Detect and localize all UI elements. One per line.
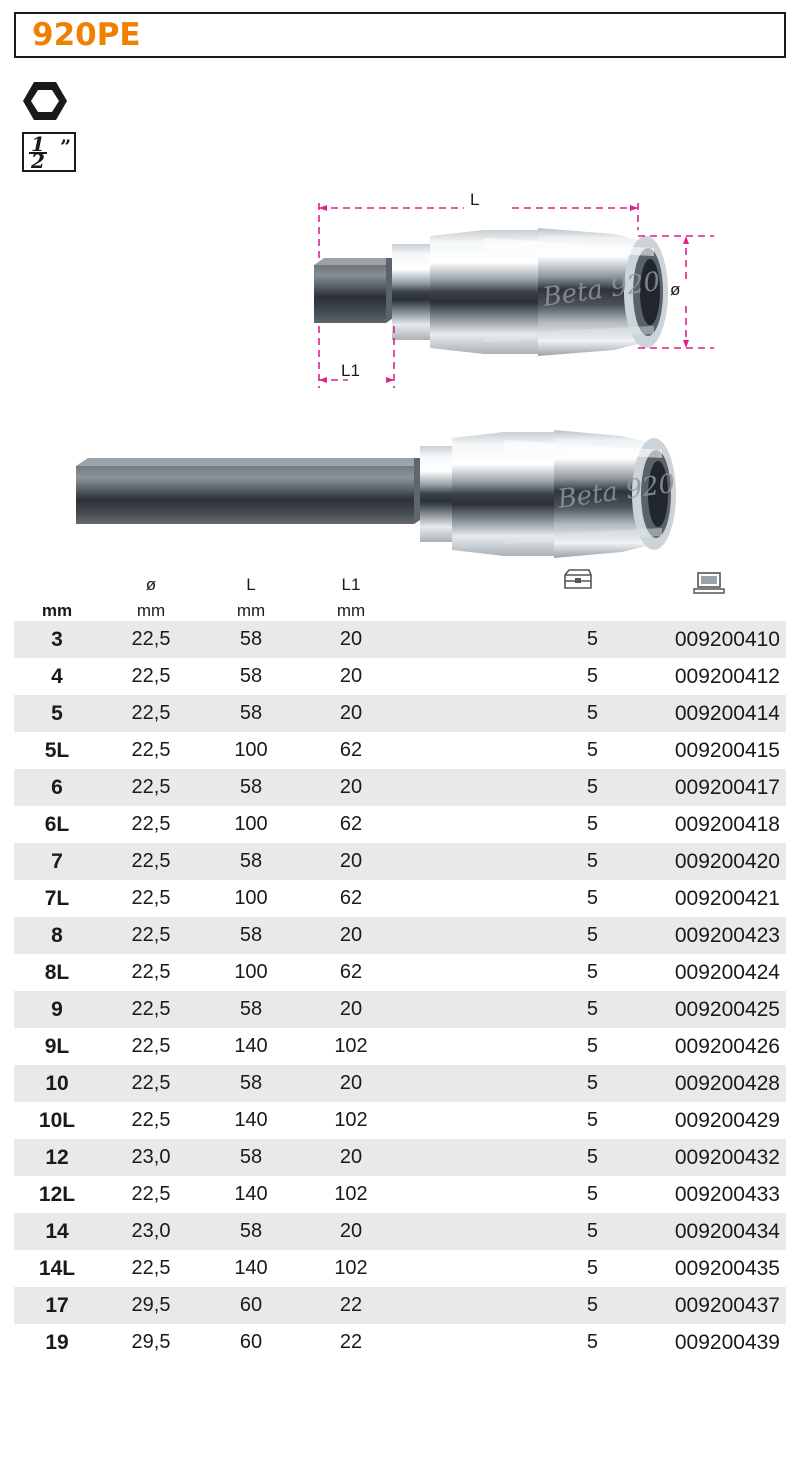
table-row [14,658,786,695]
table-row [14,732,786,769]
table-body [14,621,786,1361]
cell-diameter: 23,0 [131,1220,171,1242]
cell-quantity: 5 [586,1109,598,1131]
drive-inch-mark: ” [60,136,71,158]
computer-icon-svg [692,571,726,595]
header-length1-unit: mm [336,601,366,620]
cell-code: 009200435 [674,1256,780,1280]
table-head [14,568,786,621]
cell-size: 10L [38,1108,76,1132]
cell-size: 7 [51,849,63,873]
cell-code: 009200418 [674,812,780,836]
table-header-row-units [14,595,786,621]
cell-diameter: 29,5 [131,1294,171,1316]
cell-code: 009200410 [674,627,780,651]
cell-length1: 20 [339,665,363,687]
cell-size: 8 [51,923,63,947]
cell-length: 58 [239,924,263,946]
header-diameter-top: ø [145,575,157,594]
header-size-top [14,568,100,595]
cell-size: 8L [44,960,70,984]
cell-code: 009200420 [674,849,780,873]
cell-size: 14 [45,1219,69,1243]
cell-diameter: 22,5 [131,1109,171,1131]
cell-code: 009200433 [674,1182,780,1206]
table-row [14,1287,786,1324]
specifications-table [14,568,786,1361]
cell-size: 6L [44,812,70,836]
table-header-row-top [14,568,786,595]
drive-fraction-denominator: 2 [31,149,45,173]
cell-size: 12 [45,1145,69,1169]
cell-quantity: 5 [586,1183,598,1205]
cell-diameter: 22,5 [131,1035,171,1057]
cell-quantity: 5 [586,1072,598,1094]
cell-spacer [402,1139,552,1176]
cell-length1: 62 [339,961,363,983]
cell-length: 58 [239,665,263,687]
cell-diameter: 22,5 [131,850,171,872]
cell-length1: 62 [339,887,363,909]
cell-length: 140 [234,1183,268,1205]
cell-length: 58 [239,1146,263,1168]
cell-length: 60 [239,1331,263,1353]
table-row [14,769,786,806]
cell-spacer [402,1176,552,1213]
header-length-top: L [246,575,256,594]
cell-length: 58 [239,628,263,650]
cell-quantity: 5 [586,739,598,761]
cell-length1: 62 [339,813,363,835]
cell-quantity: 5 [586,998,598,1020]
cell-spacer [402,880,552,917]
cell-spacer [402,1102,552,1139]
cell-code: 009200426 [674,1034,780,1058]
cell-spacer [402,1250,552,1287]
cell-diameter: 22,5 [131,1183,171,1205]
cell-diameter: 22,5 [131,998,171,1020]
cell-size: 4 [51,664,63,688]
cell-spacer [402,954,552,991]
table-row [14,1324,786,1361]
cell-length1: 102 [334,1035,368,1057]
cell-size: 6 [51,775,63,799]
cell-code: 009200439 [674,1330,780,1354]
cell-length1: 20 [339,850,363,872]
cell-code: 009200425 [674,997,780,1021]
computer-icon [604,568,786,595]
cell-code: 009200414 [674,701,780,725]
cell-quantity: 5 [586,1220,598,1242]
table-row [14,991,786,1028]
cell-spacer [402,1065,552,1102]
cell-diameter: 22,5 [131,887,171,909]
cell-length: 58 [239,776,263,798]
cell-length: 140 [234,1109,268,1131]
table-row [14,806,786,843]
cell-quantity: 5 [586,776,598,798]
cell-diameter: 22,5 [131,702,171,724]
cell-size: 14L [38,1256,76,1280]
cell-quantity: 5 [586,1294,598,1316]
svg-text:Beta 920: Beta 920 [555,468,678,515]
cell-code: 009200434 [674,1219,780,1243]
cell-size: 12L [38,1182,76,1206]
cell-spacer [402,1213,552,1250]
cell-diameter: 22,5 [131,1257,171,1279]
cell-length: 100 [234,961,268,983]
cell-length: 58 [239,702,263,724]
cell-length1: 20 [339,776,363,798]
dimension-label-L: L [470,190,480,209]
product-code-title: 920PE [32,17,141,53]
cell-spacer [402,621,552,658]
cell-length: 100 [234,739,268,761]
cell-quantity: 5 [586,813,598,835]
cell-code: 009200429 [674,1108,780,1132]
cell-code: 009200428 [674,1071,780,1095]
cell-spacer [402,1287,552,1324]
cell-spacer [402,695,552,732]
cell-length1: 22 [339,1294,363,1316]
table-row [14,695,786,732]
cell-size: 7L [44,886,70,910]
cell-quantity: 5 [586,628,598,650]
cell-length: 60 [239,1294,263,1316]
table-row [14,621,786,658]
table-row [14,1139,786,1176]
cell-length1: 20 [339,998,363,1020]
cell-code: 009200424 [674,960,780,984]
cell-size: 19 [45,1330,69,1354]
header-length-unit: mm [236,601,266,620]
cell-code: 009200421 [674,886,780,910]
cell-quantity: 5 [586,924,598,946]
cell-size: 3 [51,627,63,651]
cell-quantity: 5 [586,1331,598,1353]
cell-spacer [402,991,552,1028]
header-size-unit: mm [41,601,73,620]
cell-length: 58 [239,1072,263,1094]
cell-size: 9L [44,1034,70,1058]
cell-diameter: 22,5 [131,628,171,650]
cell-length1: 102 [334,1257,368,1279]
table-row [14,1213,786,1250]
toolbox-icon-svg [563,568,593,590]
cell-code: 009200437 [674,1293,780,1317]
cell-diameter: 22,5 [131,1072,171,1094]
cell-diameter: 22,5 [131,739,171,761]
cell-diameter: 23,0 [131,1146,171,1168]
table-row [14,1102,786,1139]
dimension-label-diameter: ø [670,280,681,299]
cell-length1: 20 [339,1220,363,1242]
cell-length1: 20 [339,1146,363,1168]
table-row [14,917,786,954]
cell-diameter: 22,5 [131,924,171,946]
header-length1-top: L1 [341,575,361,594]
cell-length1: 20 [339,1072,363,1094]
table-row [14,1028,786,1065]
cell-quantity: 5 [586,1257,598,1279]
header-code-unit [604,595,786,621]
table-row [14,1065,786,1102]
cell-code: 009200432 [674,1145,780,1169]
cell-spacer [402,806,552,843]
header-spacer [402,568,552,595]
cell-spacer [402,658,552,695]
cell-code: 009200423 [674,923,780,947]
cell-spacer [402,732,552,769]
cell-length1: 20 [339,702,363,724]
cell-diameter: 22,5 [131,776,171,798]
cell-length1: 20 [339,628,363,650]
cell-spacer [402,917,552,954]
product-illustration [14,58,786,568]
page-header [14,12,786,58]
cell-quantity: 5 [586,1035,598,1057]
header-spacer-2 [402,595,552,621]
cell-length: 58 [239,1220,263,1242]
cell-spacer [402,769,552,806]
header-diameter-unit: mm [136,601,166,620]
table-row [14,1176,786,1213]
cell-diameter: 22,5 [131,961,171,983]
cell-diameter: 29,5 [131,1331,171,1353]
cell-spacer [402,1028,552,1065]
cell-quantity: 5 [586,665,598,687]
cell-length1: 22 [339,1331,363,1353]
cell-code: 009200417 [674,775,780,799]
table-row [14,1250,786,1287]
cell-length: 58 [239,850,263,872]
cell-quantity: 5 [586,887,598,909]
cell-size: 5 [51,701,63,725]
drive-fraction-numerator: 1 [31,132,45,156]
cell-length: 58 [239,998,263,1020]
cell-code: 009200415 [674,738,780,762]
cell-diameter: 22,5 [131,813,171,835]
toolbox-icon [552,568,604,595]
cell-size: 5L [44,738,70,762]
cell-length1: 102 [334,1183,368,1205]
table-row [14,880,786,917]
cell-size: 10 [45,1071,69,1095]
cell-length1: 62 [339,739,363,761]
cell-quantity: 5 [586,702,598,724]
cell-quantity: 5 [586,961,598,983]
cell-spacer [402,843,552,880]
cell-diameter: 22,5 [131,665,171,687]
dimension-label-L1: L1 [341,361,360,380]
cell-size: 9 [51,997,63,1021]
cell-quantity: 5 [586,1146,598,1168]
table-row [14,954,786,991]
cell-length1: 102 [334,1109,368,1131]
cell-quantity: 5 [586,850,598,872]
cell-code: 009200412 [674,664,780,688]
tool-drawing [14,58,786,558]
svg-text:Beta 920: Beta 920 [540,266,663,313]
cell-length: 140 [234,1257,268,1279]
cell-length: 100 [234,887,268,909]
cell-length: 100 [234,813,268,835]
table-row [14,843,786,880]
cell-spacer [402,1324,552,1361]
cell-length: 140 [234,1035,268,1057]
cell-size: 17 [45,1293,69,1317]
header-qty-unit [552,595,604,621]
cell-length1: 20 [339,924,363,946]
